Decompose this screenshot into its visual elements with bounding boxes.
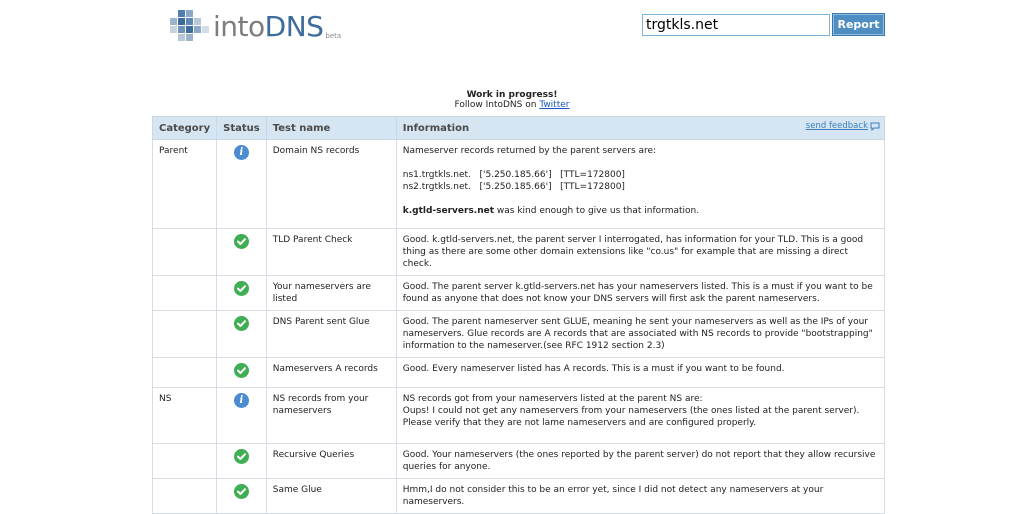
- checkmark-icon: [234, 449, 249, 464]
- info-text: Good. The parent nameserver sent GLUE, meaning he sent your nameservers as well as the IPs of your nameservers. Glue records are A records that are associated with NS records to provide "bootstrapping" information to the nameserver.(see RFC 1912 section 2.3): [402, 317, 873, 351]
- row-status: [217, 358, 267, 388]
- header-status: Status: [217, 117, 267, 140]
- row-information: [396, 358, 884, 388]
- logo-wordmark: [213, 12, 323, 42]
- row-category: [153, 229, 217, 276]
- row-test-name: Your nameservers are listed: [266, 276, 396, 311]
- row-test-name: Domain NS records: [266, 140, 396, 229]
- row-information: [396, 276, 884, 311]
- header-test-name: Test name: [266, 117, 396, 140]
- checkmark-icon: [234, 484, 249, 499]
- speech-bubble-icon: [870, 122, 880, 131]
- row-status: [217, 276, 267, 311]
- table-row: [153, 311, 885, 358]
- table-row: [153, 229, 885, 276]
- info-source-server: k.gtld-servers.net: [402, 206, 495, 216]
- info-line: Nameserver records returned by the parent servers are:: [402, 146, 657, 156]
- table-row: [153, 140, 885, 229]
- header-category: Category: [153, 117, 217, 140]
- header-information-label: Information: [402, 122, 470, 134]
- row-test-name: Nameservers A records: [266, 358, 396, 388]
- checkmark-icon: [234, 363, 249, 378]
- row-information: [396, 479, 884, 514]
- row-category: [153, 479, 217, 514]
- info-text: Good. The parent server k.gtld-servers.net has your nameservers listed. This is a must if you want to be found as anyone that does not know your DNS servers will first ask the parent nameservers.: [402, 282, 873, 304]
- intodns-logo[interactable]: [166, 6, 341, 42]
- row-information: [396, 229, 884, 276]
- info-source-text: was kind enough to give us that information.: [494, 206, 700, 216]
- row-category: [153, 311, 217, 358]
- row-test-name: NS records from your nameservers: [266, 388, 396, 444]
- notice-follow-text: Follow IntoDNS on: [454, 100, 540, 110]
- logo-into-text: into: [213, 10, 265, 43]
- header-information: [396, 117, 884, 140]
- notice-title: Work in progress!: [466, 90, 558, 100]
- report-button[interactable]: Report: [832, 13, 885, 36]
- row-information: [396, 311, 884, 358]
- row-information: [396, 388, 884, 444]
- info-source-line: [403, 205, 878, 217]
- table-row: [153, 444, 885, 479]
- info-text: Good. Your nameservers (the ones reported by the parent server) do not report that they allow recursive queries for anyone.: [402, 450, 876, 472]
- row-test-name: Recursive Queries: [266, 444, 396, 479]
- row-status: [217, 479, 267, 514]
- table-row: [153, 358, 885, 388]
- table-row: [153, 276, 885, 311]
- info-line: [403, 157, 878, 169]
- info-text: Good. Every nameserver listed has A records. This is a must if you want to be found.: [402, 364, 785, 374]
- logo-dns-text: DNS: [264, 10, 324, 43]
- table-row: [153, 388, 885, 444]
- row-information: [396, 140, 884, 229]
- dns-results-table: [152, 116, 885, 514]
- row-category: [153, 276, 217, 311]
- logo-beta-label: beta: [325, 32, 342, 40]
- row-status: [217, 388, 267, 444]
- checkmark-icon: [234, 316, 249, 331]
- send-feedback-label[interactable]: send feedback: [805, 121, 868, 131]
- row-category: NS: [153, 388, 217, 444]
- info-line: ns2.trgtkls.net. ['5.250.185.66'] [TTL=172800]: [402, 182, 625, 192]
- row-category: Parent: [153, 140, 217, 229]
- domain-search-input[interactable]: [642, 14, 830, 36]
- row-status: [217, 229, 267, 276]
- row-category: [153, 444, 217, 479]
- row-status: [217, 444, 267, 479]
- row-test-name: Same Glue: [266, 479, 396, 514]
- table-header-row: [153, 117, 885, 140]
- row-category: [153, 358, 217, 388]
- send-feedback-link[interactable]: [806, 121, 880, 131]
- info-icon: i: [234, 145, 249, 160]
- row-test-name: TLD Parent Check: [266, 229, 396, 276]
- twitter-link[interactable]: Twitter: [539, 100, 570, 110]
- row-status: [217, 311, 267, 358]
- info-text: Good. k.gtld-servers.net, the parent server I interrogated, has information for your TLD. This is a good thing as there are some other domain extensions like "co.us" for example that are missing a direct check.: [402, 235, 864, 269]
- row-test-name: DNS Parent sent Glue: [266, 311, 396, 358]
- row-status: [217, 140, 267, 229]
- checkmark-icon: [234, 234, 249, 249]
- info-text: Hmm,I do not consider this to be an error yet, since I did not detect any nameservers at your nameservers.: [402, 485, 824, 507]
- info-line: ns1.trgtkls.net. ['5.250.185.66'] [TTL=172800]: [402, 170, 625, 180]
- row-information: [396, 444, 884, 479]
- logo-grid-icon: [166, 8, 210, 42]
- info-line: [403, 193, 878, 205]
- checkmark-icon: [234, 281, 249, 296]
- table-row: [153, 479, 885, 514]
- work-in-progress-notice: [0, 90, 1024, 110]
- info-text: NS records got from your nameservers listed at the parent NS are: Oups! I could not get any nameservers from your nameservers (the ones listed at the parent server). Please verify that they are not lame nameservers and are configured properly.: [402, 394, 860, 428]
- info-icon: i: [234, 393, 249, 408]
